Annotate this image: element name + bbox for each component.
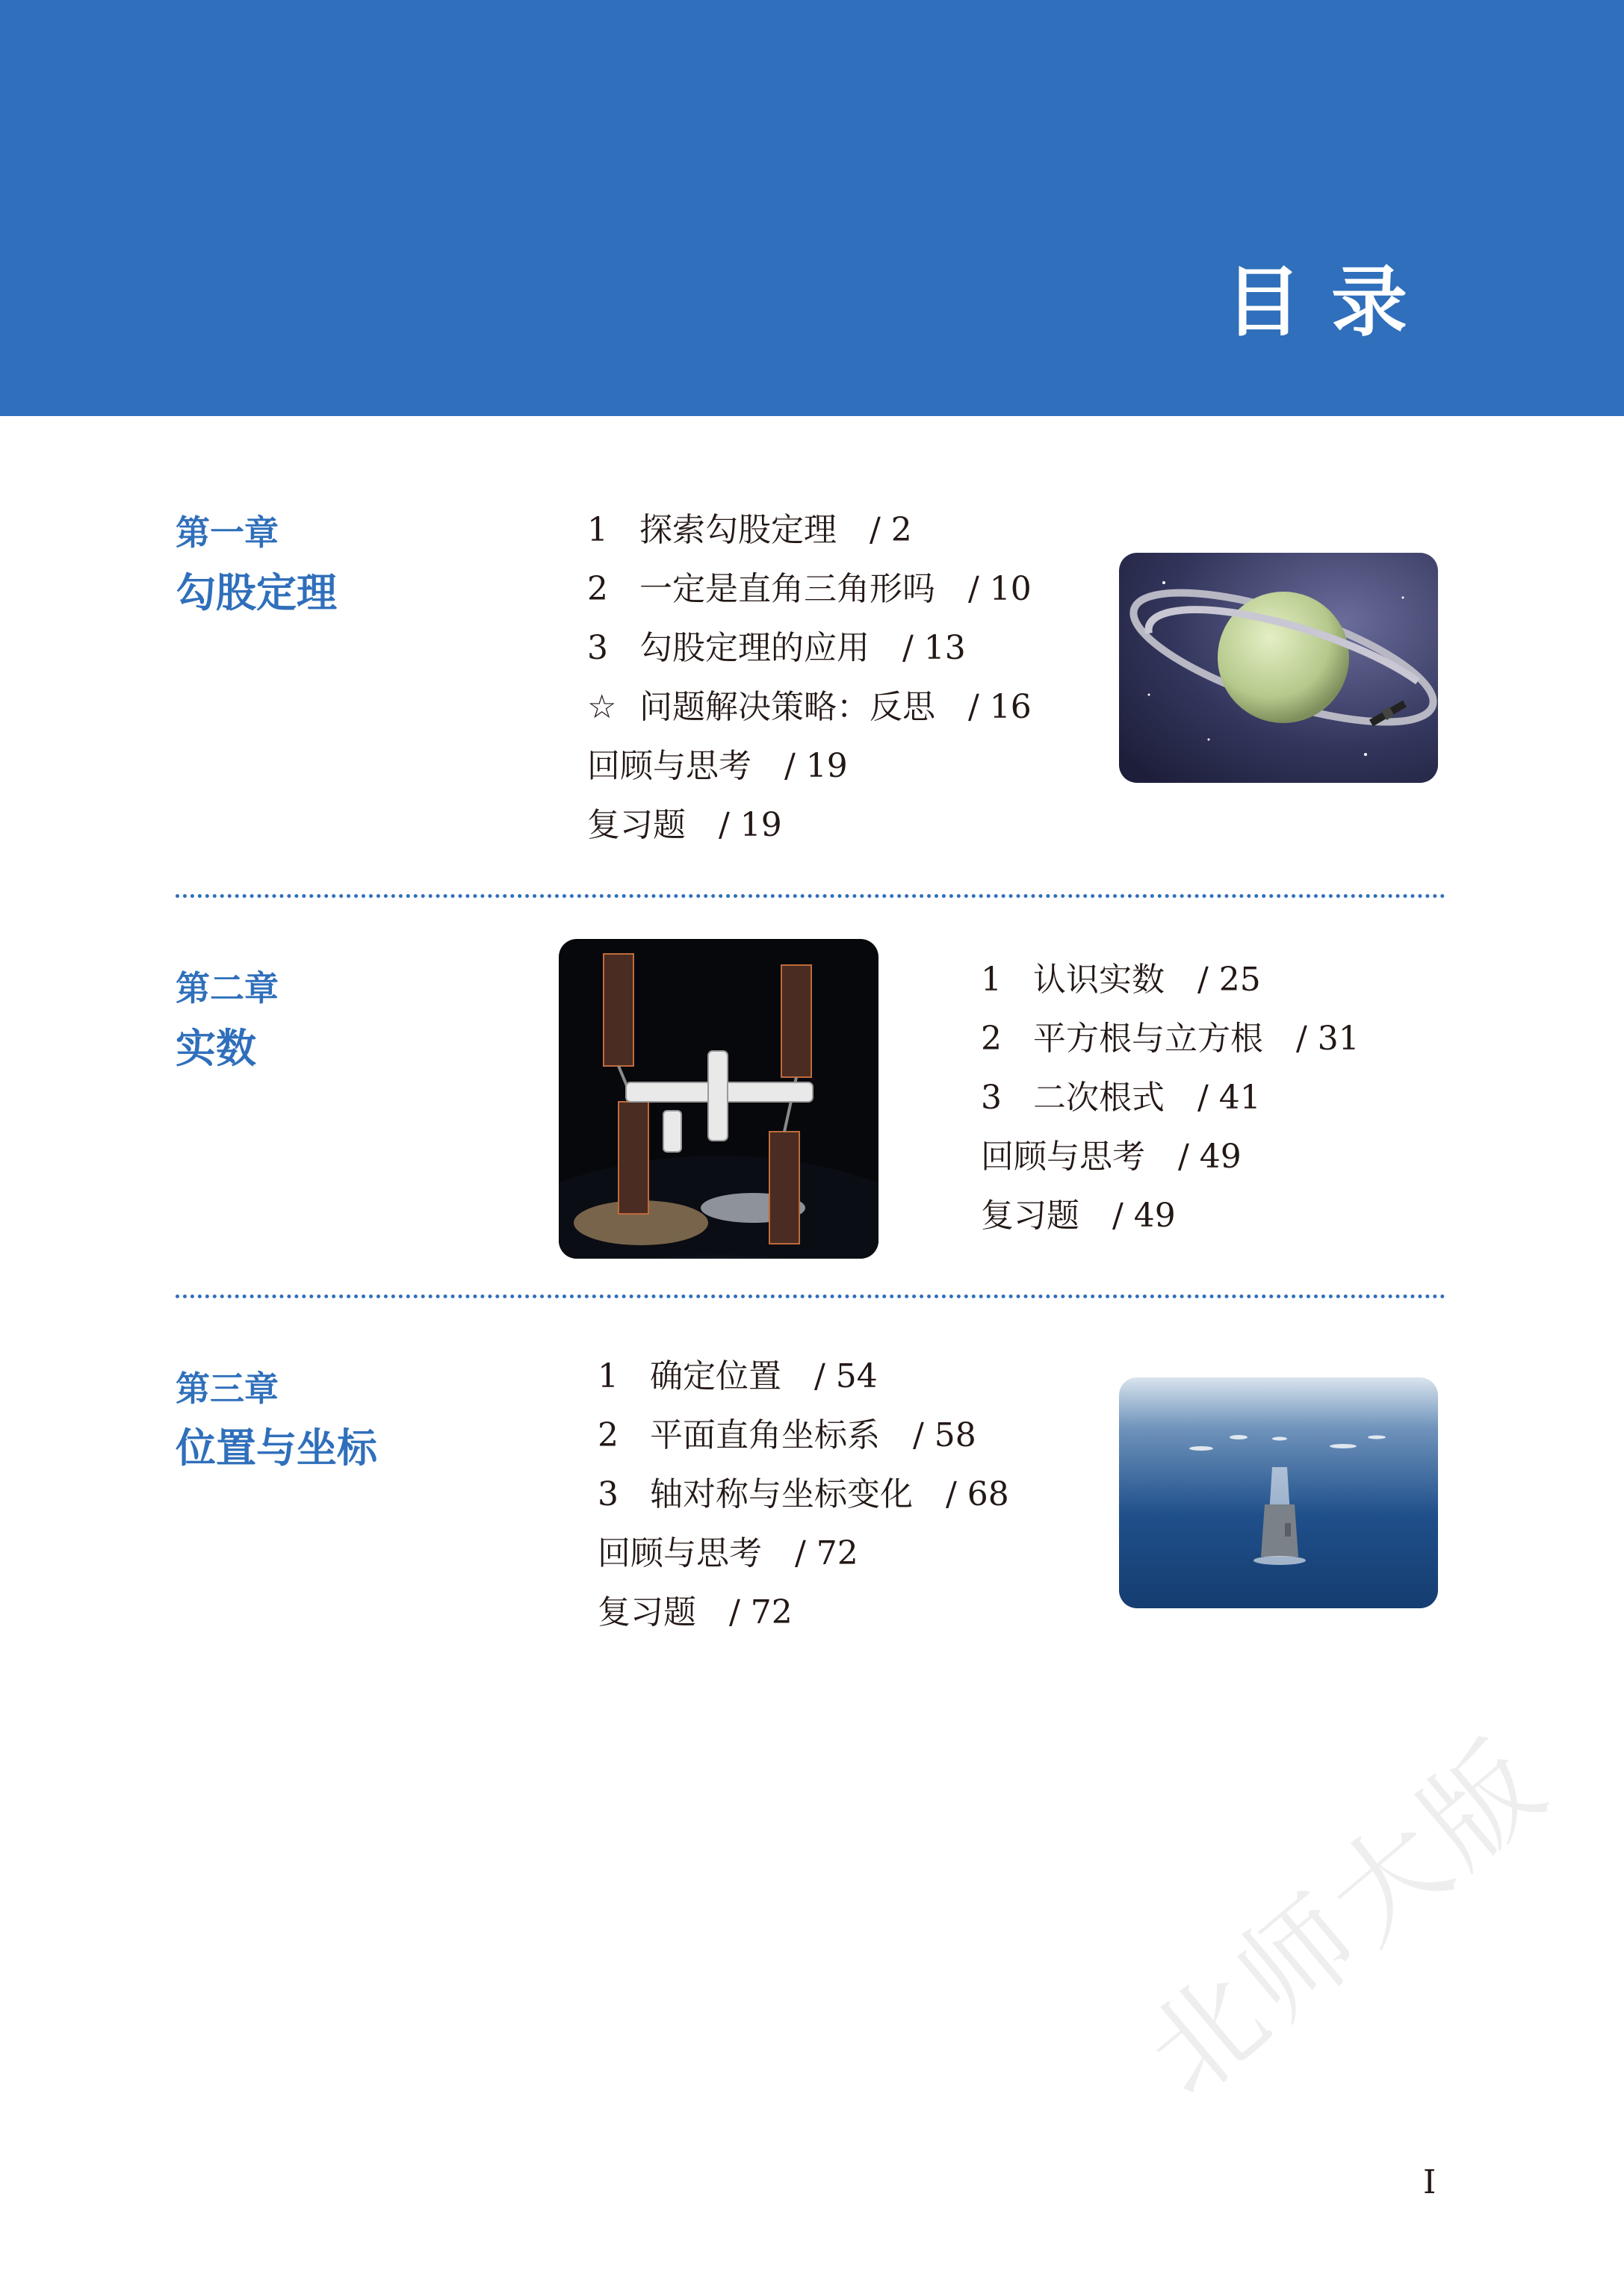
toc-item-title: 平方根与立方根 [1033,1020,1263,1058]
toc-item-title: 复习题 [587,806,686,844]
toc-item-page: / 68 [946,1475,1009,1513]
toc-item-number: 3 [981,1079,1002,1117]
toc-item-number: 2 [587,570,608,608]
toc-item-number: 1 [598,1357,619,1395]
toc-item-number: 1 [587,511,608,549]
toc-item[interactable] [981,1068,1360,1127]
page-number: I [1423,2163,1437,2201]
toc-list [598,1347,1009,1642]
toc-item-page: / 25 [1197,961,1261,999]
toc-item-page: / 72 [729,1593,793,1631]
toc-item[interactable] [981,950,1360,1009]
toc-item-title: 一定是直角三角形吗 [639,570,935,608]
toc-item[interactable] [598,1524,1009,1583]
toc-item[interactable] [587,559,1032,619]
toc-item-title: 认识实数 [1033,961,1165,999]
page-title: 目录 [1225,258,1437,347]
toc-item-title: 回顾与思考 [598,1534,762,1572]
toc-item-page: / 31 [1296,1020,1360,1058]
toc-item-number: 3 [598,1475,619,1513]
toc-item-page: / 72 [795,1534,858,1572]
toc-item-title: 复习题 [598,1593,696,1631]
toc-item[interactable] [598,1465,1009,1524]
toc-list [981,950,1360,1245]
toc-item-title: 复习题 [981,1197,1079,1235]
toc-item-title: 探索勾股定理 [639,511,837,549]
toc-item-page: / 2 [870,511,912,549]
section-divider [176,894,1445,898]
toc-item[interactable] [587,796,1032,855]
toc-item-number: ☆ [587,688,617,726]
toc-item[interactable] [587,619,1032,678]
toc-item-number: 3 [587,629,608,667]
toc-item[interactable] [587,500,1032,559]
toc-item-title: 勾股定理的应用 [639,629,870,667]
toc-item[interactable] [587,678,1032,737]
toc-item-page: / 49 [1178,1138,1242,1176]
publisher-watermark: 北师大版 [1122,1714,1572,2122]
chapter-title: 实数 [176,1025,256,1072]
toc-item-page: / 10 [968,570,1032,608]
toc-item-number: 2 [981,1020,1002,1058]
toc-list [587,500,1032,855]
toc-item-page: / 19 [719,806,782,844]
toc-item-page: / 16 [968,688,1032,726]
toc-item-title: 平面直角坐标系 [650,1416,880,1454]
chapter-number: 第三章 [176,1368,279,1409]
toc-item[interactable] [587,737,1032,796]
toc-item-title: 二次根式 [1033,1079,1165,1117]
saturn-illustration [1119,553,1438,783]
toc-item[interactable] [598,1583,1009,1642]
toc-item[interactable] [598,1406,1009,1465]
chapter-title: 位置与坐标 [176,1425,377,1472]
toc-item-page: / 54 [814,1357,878,1395]
chapter-number: 第一章 [176,512,279,553]
chapter-title: 勾股定理 [176,569,337,616]
toc-item-page: / 13 [902,629,966,667]
toc-item-title: 问题解决策略：反思 [639,688,935,726]
toc-item-title: 确定位置 [650,1357,781,1395]
toc-item-title: 轴对称与坐标变化 [650,1475,913,1513]
space-station-photo [559,939,878,1259]
toc-item[interactable] [598,1347,1009,1406]
toc-item[interactable] [981,1127,1360,1186]
toc-item[interactable] [981,1186,1360,1245]
toc-item[interactable] [981,1009,1360,1068]
toc-item-page: / 41 [1197,1079,1261,1117]
toc-item-number: 2 [598,1416,619,1454]
chapter-number: 第二章 [176,968,279,1008]
toc-item-title: 回顾与思考 [587,747,751,785]
toc-item-title: 回顾与思考 [981,1138,1145,1176]
section-divider [176,1295,1445,1298]
toc-item-page: / 58 [913,1416,976,1454]
toc-item-page: / 19 [784,747,848,785]
header-banner [0,0,1624,416]
toc-item-number: 1 [981,961,1002,999]
toc-item-page: / 49 [1112,1197,1176,1235]
aircraft-carrier-photo [1119,1377,1438,1608]
